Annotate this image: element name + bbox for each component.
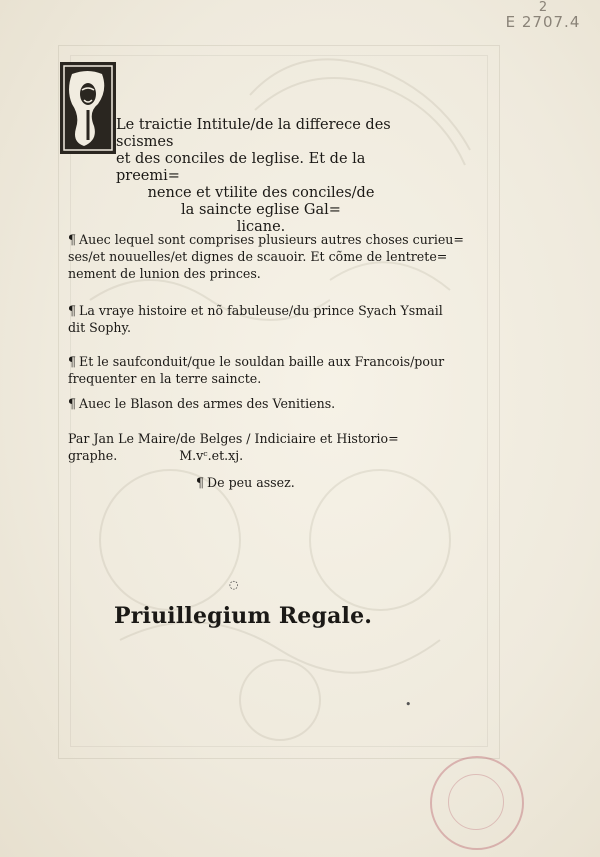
pilcrow-icon: ¶ <box>68 303 77 318</box>
title-line: et des conciles de leglise. Et de la preemi= <box>116 151 366 184</box>
paragraph-line: Et le saufconduit/que le souldan baille aux Francois/pour <box>79 354 445 369</box>
small-ornament-mark: ◌ <box>229 578 239 591</box>
shelfmark-annotation <box>503 0 583 30</box>
shelfmark-code: E 2707.4 <box>505 13 581 31</box>
decorated-initial-ornament <box>58 60 118 156</box>
pilcrow-icon: ¶ <box>68 354 77 369</box>
pilcrow-icon: ¶ <box>196 475 205 490</box>
paragraph-line: dit Sophy. <box>68 320 131 335</box>
privilege-heading: Priuillegium Regale. <box>114 603 373 629</box>
imprint-date: M.vᶜ.et.xj. <box>179 448 244 463</box>
paragraph-line: Auec lequel sont comprises plusieurs autres choses curieu= <box>79 232 464 247</box>
paragraph-contents <box>68 231 464 282</box>
paragraph-blason <box>68 395 335 412</box>
title-line: nence et vtilite des conciles/de <box>147 185 375 201</box>
small-ornament-mark: • <box>405 698 412 711</box>
author-line: Par Jan Le Maire/de Belges / Indiciaire et Historio= <box>68 431 399 446</box>
paragraph-line: frequenter en la terre saincte. <box>68 371 262 386</box>
paragraph-sophy <box>68 302 443 336</box>
title-line: licane. <box>236 219 286 235</box>
paragraph-line: nement de lunion des princes. <box>68 266 261 281</box>
library-stamp-inner <box>448 774 504 830</box>
paragraph-line: Auec le Blason des armes des Venitiens. <box>79 396 336 411</box>
pilcrow-icon: ¶ <box>68 396 77 411</box>
paragraph-line: ses/et nouuelles/et dignes de scauoir. Et cõme de lentrete= <box>68 249 448 264</box>
title-block <box>116 117 406 236</box>
shelfmark-number: 2 <box>538 0 548 15</box>
motto-text: De peu assez. <box>207 475 295 490</box>
title-line: Le traictie Intitule/de la differece des scismes <box>116 117 391 150</box>
title-line: la saincte eglise Gal= <box>181 202 341 218</box>
pilcrow-icon: ¶ <box>68 232 77 247</box>
paragraph-saufconduit <box>68 353 444 387</box>
paragraph-line: La vraye histoire et nõ fabuleuse/du prince Syach Ysmail <box>79 303 443 318</box>
motto <box>196 474 295 491</box>
author-block <box>68 430 399 464</box>
author-line: graphe. <box>68 448 118 463</box>
